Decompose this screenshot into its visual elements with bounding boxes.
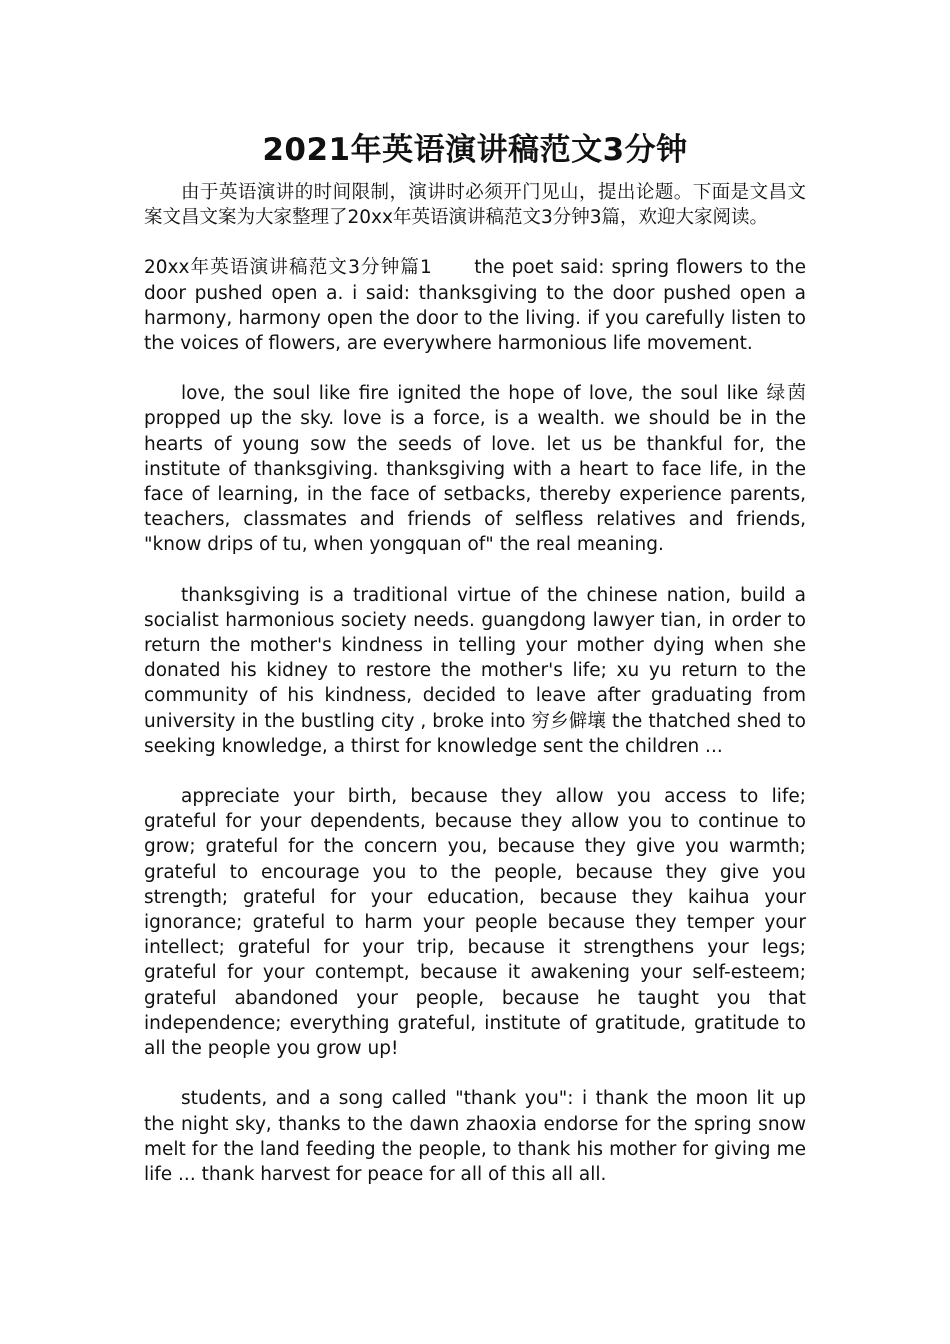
document-page [144, 126, 806, 1187]
body-paragraph-1: the poet said: spring flowers to the door pushed open a. i said: thanksgiving to the door pushed open a harmony, harmony open the door to the living. if you carefully listen to the voices of flowers, are everywhere harmonious life movement. [144, 257, 806, 355]
section-heading: 20xx年英语演讲稿范文3分钟篇1 [144, 257, 432, 279]
body-paragraph-2: love, the soul like fire ignited the hope of love, the soul like 绿茵 propped up the sky. love is a force, is a wealth. we should be in the hearts of young sow the seeds of love. let us be thankful for, the institute of thanksgiving. thanksgiving with a heart to face life, in the face of learning, in the face of setbacks, thereby experience parents, teachers, classmates and friends of selfless relatives and friends, "know drips of tu, when yongquan of" the real meaning. [144, 383, 806, 556]
body-paragraph-4: appreciate your birth, because they allow you access to life; grateful for your dependents, because they allow you to continue to grow; grateful for the concern you, because they give you warmth; grateful to encourage you to the people, because they give you strength; grateful for your education, because they kaihua your ignorance; grateful to harm your people because they temper your intellect; grateful for your trip, because it strengthens your legs; grateful for your contempt, because it awakening your self-esteem; grateful abandoned your people, because he taught you that independence; everything grateful, institute of gratitude, gratitude to all the people you grow up! [144, 786, 806, 1060]
body-paragraph-3: thanksgiving is a traditional virtue of the chinese nation, build a socialist harmonious society needs. guangdong lawyer tian, in order to return the mother's kindness in telling your mother dying when she donated his kidney to restore the mother's life; xu yu return to the community of his kindness, decided to leave after graduating from university in the bustling city , broke into 穷乡僻壤 the thatched shed to seeking knowledge, a thirst for knowledge sent the children ... [144, 584, 806, 757]
section-1-first-paragraph [144, 255, 806, 356]
intro-paragraph: 由于英语演讲的时间限制，演讲时必须开门见山，提出论题。下面是文昌文案文昌文案为大家整理了20xx年英语演讲稿范文3分钟3篇，欢迎大家阅读。 [144, 182, 806, 229]
inline-gap [432, 257, 474, 278]
document-title: 2021年英语演讲稿范文3分钟 [262, 132, 688, 168]
body-paragraph-5: students, and a song called "thank you": i thank the moon lit up the night sky, thanks to the dawn zhaoxia endorse for the spring snow melt for the land feeding the people, to thank his mother for giving me life ... thank harvest for peace for all of this all all. [144, 1088, 806, 1185]
